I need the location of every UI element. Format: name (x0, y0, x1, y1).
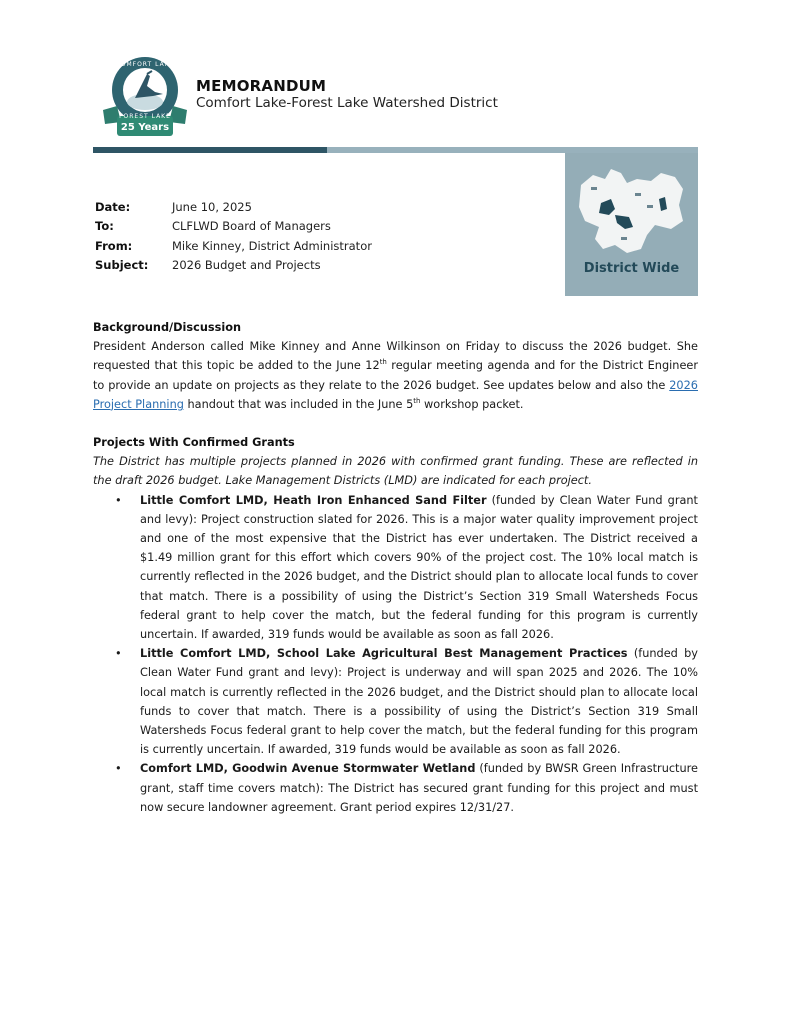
project-body: (funded by Clean Water Fund grant and levy): Project construction slated for 2026. This is a major water quality improvement project and one of the most expensive that the District has ever undertaken. The District received a $1.49 million grant for this effort which covers 90% of the project cost. The 10% local match is currently reflected in the 2026 budget, and the District should plan to allocate local funds to cover that match. There is a possibility of using the District’s Section 319 Small Watersheds Focus federal grant to help cover the match, but the federal funding for this program is currently uncertain. If awarded, 319 funds would be available as soon as fall 2026. (140, 493, 699, 642)
badge-label: District Wide (583, 261, 680, 276)
meta-row-from (95, 236, 372, 256)
memo-meta (95, 197, 372, 275)
project-title: Comfort LMD, Goodwin Avenue Stormwater Wetland (140, 762, 476, 776)
bullet-icon: • (115, 647, 122, 661)
meta-value: June 10, 2025 (172, 199, 252, 214)
district-wide-badge (565, 153, 698, 296)
background-paragraph (93, 337, 698, 414)
text-run: workshop packet. (420, 397, 524, 411)
superscript: th (379, 358, 387, 367)
district-logo (97, 52, 193, 140)
meta-row-date (95, 197, 372, 217)
memo-title: MEMORANDUM (196, 77, 327, 95)
bullet-icon: • (115, 493, 122, 507)
text-run: regular meeting agenda and for the District Engineer to provide an update on projects as they relate to the 2026 budget. See updates below and also the (93, 359, 698, 392)
meta-value: 2026 Budget and Projects (172, 258, 321, 273)
list-item (93, 644, 698, 759)
meta-value: Mike Kinney, District Administrator (172, 238, 372, 253)
district-map-icon (575, 165, 688, 257)
section-intro: The District has multiple projects planned in 2026 with confirmed grant funding. These are reflected in the draft 2026 budget. Lake Management Districts (LMD) are indicated for each project. (93, 455, 698, 488)
project-planning-link[interactable]: 2026 Project Planning (93, 378, 698, 411)
background-section (93, 318, 698, 414)
project-body: (funded by BWSR Green Infrastructure grant, staff time covers match): The District has secured grant funding for this project and must now secure landowner agreement. Grant period expires 12/31/27. (140, 762, 698, 814)
meta-label: Subject: (95, 258, 149, 273)
organization-name: Comfort Lake-Forest Lake Watershed District (196, 95, 498, 111)
list-item (93, 491, 698, 645)
bullet-icon: • (115, 762, 122, 776)
meta-label: From: (95, 238, 133, 253)
text-run: handout that was included in the June 5 (183, 397, 414, 411)
meta-row-subject (95, 256, 372, 276)
section-heading: Projects With Confirmed Grants (93, 436, 295, 450)
heron-bird-icon (97, 52, 193, 140)
text-run: President Anderson called Mike Kinney and Anne Wilkinson on Friday to discuss the 2026 budget. She requested that this topic be added to the June 12 (93, 340, 698, 373)
meta-label: Date: (95, 199, 131, 214)
superscript: th (413, 397, 421, 406)
project-body: (funded by Clean Water Fund grant and levy): Project is underway and will span 2025 and 2026. The 10% local match is currently reflected in the 2026 budget, and the District should plan to allocate local funds to cover that match. There is a possibility of using the District’s Section 319 Small Watersheds Focus federal grant to help cover the match, but the federal funding for this program is currently uncertain. If awarded, 319 funds would be available as soon as fall 2026. (140, 647, 698, 757)
memo-body (93, 318, 698, 817)
section-heading: Background/Discussion (93, 321, 241, 334)
logo-top-text: COMFORT LAKE (115, 61, 175, 68)
meta-value: CLFLWD Board of Managers (172, 219, 331, 234)
meta-label: To: (95, 219, 114, 234)
meta-row-to (95, 217, 372, 237)
header-divider-dark (93, 147, 327, 153)
confirmed-grants-section (93, 433, 698, 817)
logo-bottom-text: FOREST LAKE (119, 113, 171, 120)
project-list (93, 491, 698, 817)
project-title: Little Comfort LMD, Heath Iron Enhanced Sand Filter (140, 493, 487, 507)
project-title: Little Comfort LMD, School Lake Agricultural Best Management Practices (140, 647, 628, 661)
list-item (93, 759, 698, 817)
logo-ribbon-text: 25 Years (120, 122, 170, 133)
